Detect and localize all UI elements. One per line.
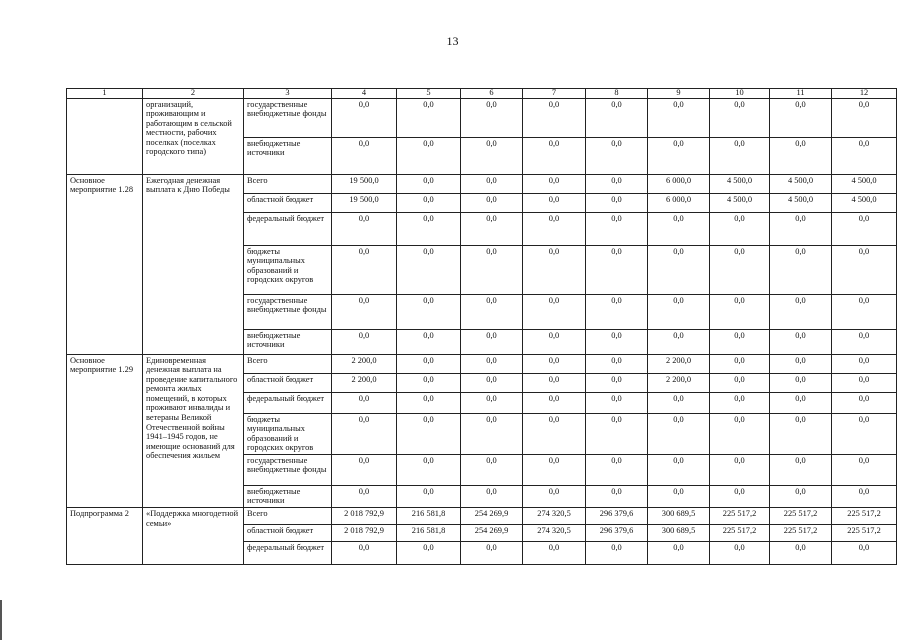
value-cell: 300 689,5	[648, 525, 710, 542]
source-cell: Всего	[244, 508, 332, 525]
value-cell: 0,0	[586, 137, 648, 174]
value-cell: 4 500,0	[770, 174, 832, 193]
value-cell: 0,0	[397, 454, 461, 485]
value-cell: 0,0	[586, 413, 648, 454]
value-cell: 0,0	[461, 245, 523, 294]
value-cell: 274 320,5	[523, 508, 586, 525]
value-cell: 0,0	[397, 485, 461, 507]
value-cell: 0,0	[523, 212, 586, 245]
value-cell: 0,0	[332, 542, 397, 565]
value-cell: 0,0	[832, 454, 897, 485]
value-cell: 2 200,0	[332, 354, 397, 373]
value-cell: 0,0	[648, 329, 710, 354]
value-cell: 0,0	[461, 485, 523, 507]
value-cell: 216 581,8	[397, 525, 461, 542]
source-cell: государственные внебюджетные фонды	[244, 98, 332, 137]
value-cell: 0,0	[832, 294, 897, 329]
table-row	[67, 354, 897, 373]
value-cell: 2 018 792,9	[332, 508, 397, 525]
value-cell: 0,0	[586, 542, 648, 565]
value-cell: 0,0	[461, 392, 523, 413]
header-cell: 6	[461, 89, 523, 99]
value-cell: 0,0	[586, 373, 648, 392]
value-cell: 0,0	[770, 329, 832, 354]
source-cell: федеральный бюджет	[244, 212, 332, 245]
value-cell: 0,0	[648, 294, 710, 329]
value-cell: 2 200,0	[332, 373, 397, 392]
value-cell: 2 200,0	[648, 373, 710, 392]
code-cell: Подпрограмма 2	[67, 508, 143, 565]
value-cell: 0,0	[523, 329, 586, 354]
value-cell: 0,0	[461, 413, 523, 454]
value-cell: 0,0	[397, 245, 461, 294]
value-cell: 0,0	[397, 294, 461, 329]
page-edge-mark	[0, 600, 2, 640]
header-cell: 1	[67, 89, 143, 99]
value-cell: 19 500,0	[332, 193, 397, 212]
value-cell: 0,0	[586, 485, 648, 507]
value-cell: 0,0	[832, 542, 897, 565]
value-cell: 0,0	[770, 98, 832, 137]
value-cell: 4 500,0	[832, 193, 897, 212]
value-cell: 0,0	[332, 294, 397, 329]
value-cell: 4 500,0	[710, 174, 770, 193]
value-cell: 19 500,0	[332, 174, 397, 193]
code-cell: Основное мероприятие 1.29	[67, 354, 143, 508]
value-cell: 254 269,9	[461, 508, 523, 525]
header-row	[67, 89, 897, 99]
name-cell: организаций, проживающим и работающим в сельской местности, рабочих поселках (поселках городского типа)	[143, 98, 244, 174]
value-cell: 0,0	[710, 542, 770, 565]
source-cell: федеральный бюджет	[244, 392, 332, 413]
value-cell: 225 517,2	[770, 508, 832, 525]
value-cell: 0,0	[523, 354, 586, 373]
header-cell: 7	[523, 89, 586, 99]
value-cell: 0,0	[586, 329, 648, 354]
value-cell: 0,0	[397, 542, 461, 565]
value-cell: 0,0	[397, 413, 461, 454]
name-cell: «Поддержка многодетной семьи»	[143, 508, 244, 565]
value-cell: 2 018 792,9	[332, 525, 397, 542]
value-cell: 0,0	[648, 413, 710, 454]
value-cell: 0,0	[397, 98, 461, 137]
value-cell: 0,0	[523, 392, 586, 413]
value-cell: 0,0	[332, 413, 397, 454]
value-cell: 0,0	[832, 485, 897, 507]
value-cell: 0,0	[710, 245, 770, 294]
value-cell: 0,0	[397, 193, 461, 212]
value-cell: 0,0	[397, 212, 461, 245]
value-cell: 2 200,0	[648, 354, 710, 373]
source-cell: областной бюджет	[244, 525, 332, 542]
value-cell: 0,0	[710, 454, 770, 485]
value-cell: 0,0	[332, 245, 397, 294]
value-cell: 0,0	[770, 245, 832, 294]
value-cell: 4 500,0	[710, 193, 770, 212]
source-cell: внебюджетные источники	[244, 485, 332, 507]
value-cell: 0,0	[332, 454, 397, 485]
value-cell: 0,0	[770, 485, 832, 507]
value-cell: 0,0	[397, 329, 461, 354]
value-cell: 0,0	[710, 98, 770, 137]
value-cell: 0,0	[523, 485, 586, 507]
value-cell: 4 500,0	[770, 193, 832, 212]
value-cell: 254 269,9	[461, 525, 523, 542]
source-cell: Всего	[244, 354, 332, 373]
value-cell: 0,0	[586, 392, 648, 413]
value-cell: 0,0	[523, 294, 586, 329]
value-cell: 0,0	[648, 98, 710, 137]
value-cell: 225 517,2	[710, 508, 770, 525]
value-cell: 0,0	[770, 454, 832, 485]
code-cell	[67, 98, 143, 174]
source-cell: внебюджетные источники	[244, 329, 332, 354]
value-cell: 0,0	[397, 174, 461, 193]
value-cell: 0,0	[832, 373, 897, 392]
header-cell: 8	[586, 89, 648, 99]
value-cell: 0,0	[332, 485, 397, 507]
value-cell: 0,0	[586, 174, 648, 193]
value-cell: 225 517,2	[832, 508, 897, 525]
value-cell: 0,0	[710, 212, 770, 245]
value-cell: 0,0	[710, 392, 770, 413]
value-cell: 6 000,0	[648, 193, 710, 212]
value-cell: 0,0	[586, 294, 648, 329]
value-cell: 4 500,0	[832, 174, 897, 193]
source-cell: федеральный бюджет	[244, 542, 332, 565]
source-cell: областной бюджет	[244, 193, 332, 212]
source-cell: бюджеты муниципальных образований и городских округов	[244, 413, 332, 454]
value-cell: 0,0	[648, 392, 710, 413]
value-cell: 0,0	[461, 354, 523, 373]
source-cell: Всего	[244, 174, 332, 193]
value-cell: 0,0	[832, 329, 897, 354]
value-cell: 0,0	[770, 137, 832, 174]
value-cell: 0,0	[332, 98, 397, 137]
value-cell: 0,0	[648, 485, 710, 507]
value-cell: 0,0	[586, 354, 648, 373]
value-cell: 0,0	[397, 354, 461, 373]
header-cell: 4	[332, 89, 397, 99]
value-cell: 225 517,2	[832, 525, 897, 542]
header-cell: 12	[832, 89, 897, 99]
funding-table	[66, 88, 897, 565]
table-row	[67, 508, 897, 525]
value-cell: 0,0	[461, 98, 523, 137]
value-cell: 0,0	[832, 212, 897, 245]
header-cell: 5	[397, 89, 461, 99]
value-cell: 0,0	[832, 98, 897, 137]
code-cell: Основное мероприятие 1.28	[67, 174, 143, 354]
value-cell: 0,0	[770, 392, 832, 413]
value-cell: 300 689,5	[648, 508, 710, 525]
table-row	[67, 174, 897, 193]
value-cell: 0,0	[523, 542, 586, 565]
value-cell: 225 517,2	[770, 525, 832, 542]
value-cell: 0,0	[523, 454, 586, 485]
name-cell: Единовременная денежная выплата на проведение капитального ремонта жилых помещений, в которых проживают инвалиды и ветераны Великой Отечественной войны 1941–1945 годов, не имеющие оснований для обеспечения жильем	[143, 354, 244, 508]
value-cell: 0,0	[461, 212, 523, 245]
value-cell: 0,0	[770, 212, 832, 245]
source-cell: государственные внебюджетные фонды	[244, 454, 332, 485]
value-cell: 0,0	[523, 245, 586, 294]
value-cell: 0,0	[461, 193, 523, 212]
value-cell: 0,0	[397, 137, 461, 174]
value-cell: 0,0	[770, 354, 832, 373]
value-cell: 0,0	[461, 373, 523, 392]
value-cell: 0,0	[332, 329, 397, 354]
value-cell: 0,0	[770, 373, 832, 392]
value-cell: 0,0	[523, 137, 586, 174]
value-cell: 0,0	[523, 193, 586, 212]
value-cell: 6 000,0	[648, 174, 710, 193]
value-cell: 0,0	[770, 413, 832, 454]
value-cell: 0,0	[523, 174, 586, 193]
value-cell: 0,0	[710, 485, 770, 507]
value-cell: 0,0	[397, 373, 461, 392]
table-row	[67, 98, 897, 137]
value-cell: 0,0	[586, 212, 648, 245]
value-cell: 0,0	[648, 212, 710, 245]
value-cell: 274 320,5	[523, 525, 586, 542]
value-cell: 0,0	[397, 392, 461, 413]
value-cell: 0,0	[648, 245, 710, 294]
header-cell: 3	[244, 89, 332, 99]
value-cell: 0,0	[832, 137, 897, 174]
value-cell: 0,0	[332, 137, 397, 174]
value-cell: 0,0	[586, 193, 648, 212]
value-cell: 0,0	[586, 98, 648, 137]
value-cell: 0,0	[332, 212, 397, 245]
value-cell: 216 581,8	[397, 508, 461, 525]
value-cell: 0,0	[523, 98, 586, 137]
source-cell: государственные внебюджетные фонды	[244, 294, 332, 329]
value-cell: 0,0	[648, 454, 710, 485]
value-cell: 0,0	[648, 542, 710, 565]
value-cell: 0,0	[710, 329, 770, 354]
source-cell: областной бюджет	[244, 373, 332, 392]
value-cell: 296 379,6	[586, 525, 648, 542]
value-cell: 0,0	[461, 542, 523, 565]
value-cell: 0,0	[648, 137, 710, 174]
value-cell: 0,0	[332, 392, 397, 413]
value-cell: 0,0	[586, 454, 648, 485]
source-cell: бюджеты муниципальных образований и городских округов	[244, 245, 332, 294]
source-cell: внебюджетные источники	[244, 137, 332, 174]
value-cell: 0,0	[710, 137, 770, 174]
value-cell: 0,0	[832, 392, 897, 413]
header-cell: 9	[648, 89, 710, 99]
value-cell: 0,0	[832, 354, 897, 373]
header-cell: 2	[143, 89, 244, 99]
value-cell: 0,0	[710, 413, 770, 454]
value-cell: 0,0	[461, 454, 523, 485]
value-cell: 296 379,6	[586, 508, 648, 525]
value-cell: 0,0	[710, 373, 770, 392]
value-cell: 0,0	[461, 294, 523, 329]
header-cell: 10	[710, 89, 770, 99]
value-cell: 0,0	[523, 373, 586, 392]
value-cell: 0,0	[710, 354, 770, 373]
value-cell: 0,0	[461, 174, 523, 193]
header-cell: 11	[770, 89, 832, 99]
value-cell: 0,0	[832, 245, 897, 294]
value-cell: 0,0	[461, 137, 523, 174]
value-cell: 0,0	[710, 294, 770, 329]
name-cell: Ежегодная денежная выплата к Дню Победы	[143, 174, 244, 354]
value-cell: 0,0	[461, 329, 523, 354]
value-cell: 0,0	[586, 245, 648, 294]
value-cell: 0,0	[770, 542, 832, 565]
value-cell: 0,0	[770, 294, 832, 329]
value-cell: 0,0	[832, 413, 897, 454]
value-cell: 225 517,2	[710, 525, 770, 542]
page-number: 13	[446, 34, 459, 48]
value-cell: 0,0	[523, 413, 586, 454]
